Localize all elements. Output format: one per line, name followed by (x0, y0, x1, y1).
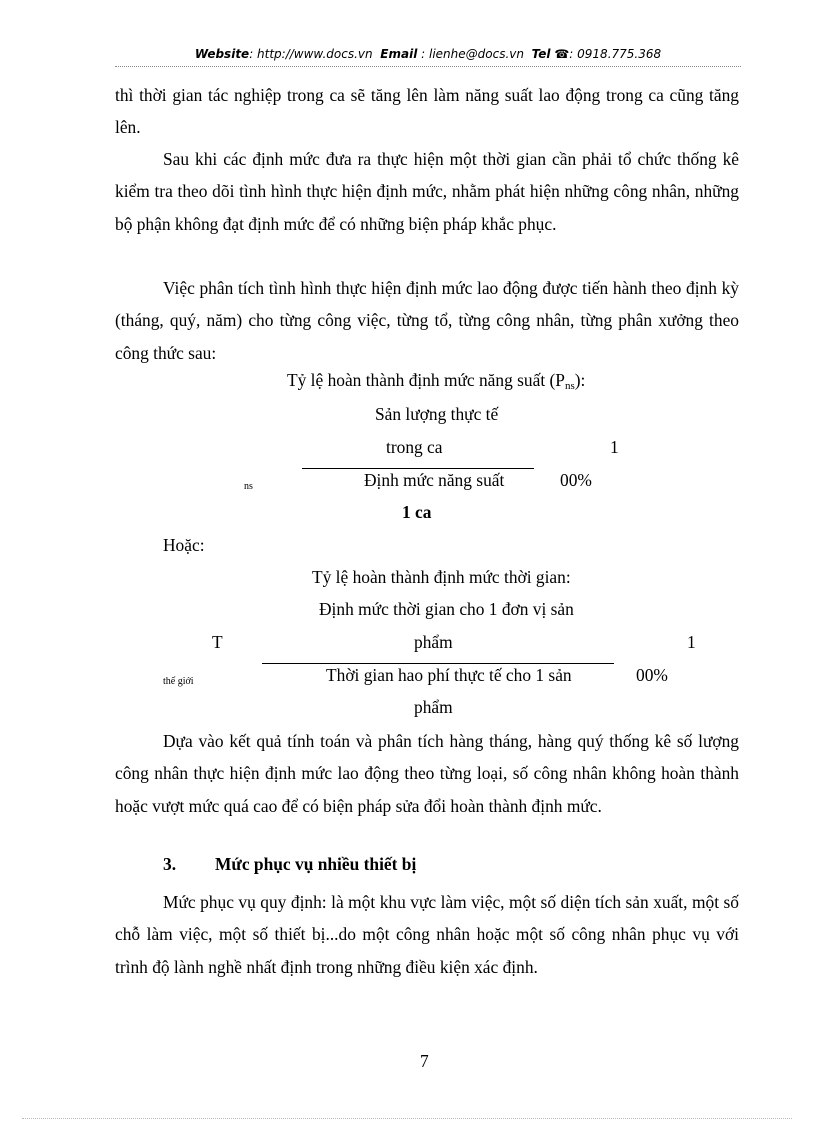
formula1-title-prefix: Tỷ lệ hoàn thành định mức năng suất (P (287, 370, 565, 390)
formula1-denominator-line2: 1 ca (402, 502, 432, 522)
formula1-fraction-bar (302, 468, 534, 469)
section-number: 3. (163, 854, 177, 874)
header-divider (115, 66, 741, 67)
formula2-denominator-line2: phẩm (414, 697, 453, 717)
formula2-fraction-bar (262, 663, 614, 664)
formula2-left-sub: thế giới (163, 676, 194, 687)
formula2-denominator-line1: Thời gian hao phí thực tế cho 1 sản (326, 665, 572, 685)
page-bottom-divider (22, 1118, 792, 1119)
paragraph-4: Dựa vào kết quả tính toán và phân tích hàng tháng, hàng quý thống kê số lượng công nhân thực hiện định mức lao động theo từng loại, số công nhân không hoàn thành hoặc vượt mức quá cao để có biện pháp sửa đổi hoàn thành định mức. (115, 731, 739, 816)
formula1-left-sub: ns (244, 481, 253, 492)
formula1-multiplier-top: 1 (610, 437, 619, 457)
email-value: : lienhe@docs.vn (421, 47, 524, 61)
tel-label: Tel (531, 47, 551, 61)
formula1-title-suffix: ): (574, 370, 586, 390)
paragraph-3: Việc phân tích tình hình thực hiện định mức lao động được tiến hành theo định kỳ (tháng, quý, năm) cho từng công việc, từng tổ, từng công nhân, từng phân xưởng theo công thức sau: (115, 278, 739, 363)
paragraph-2: Sau khi các định mức đưa ra thực hiện một thời gian cần phải tổ chức thống kê kiểm tra theo dõi tình hình thực hiện định mức, nhằm phát hiện những công nhân, những bộ phận không đạt định mức để có những biện pháp khắc phục. (115, 149, 739, 234)
page-header (115, 47, 741, 61)
formula2-multiplier-bottom: 00% (636, 665, 668, 685)
formula1-title-sub: ns (564, 380, 575, 392)
tel-value: : 0918.775.368 (569, 47, 662, 61)
formula2-numerator-line2: phẩm (414, 632, 453, 652)
website-value: : http://www.docs.vn (249, 47, 373, 61)
paragraph-1: thì thời gian tác nghiệp trong ca sẽ tăng lên làm năng suất lao động trong ca cũng tăng lên. (115, 85, 739, 138)
formula2-left-symbol: T (212, 632, 223, 652)
section-title: Mức phục vụ nhiều thiết bị (215, 854, 417, 874)
formula2-title: Tỷ lệ hoàn thành định mức thời gian: (312, 567, 571, 587)
formula1-numerator-line1: Sản lượng thực tế (375, 404, 499, 424)
formula2-multiplier-top: 1 (687, 632, 696, 652)
formula2-numerator-line1: Định mức thời gian cho 1 đơn vị sản (319, 599, 574, 619)
formula1-numerator-line2: trong ca (386, 437, 443, 457)
hoac-label: Hoặc: (163, 535, 205, 555)
phone-icon: ☎ (554, 47, 570, 61)
page-number: 7 (420, 1051, 429, 1071)
formula1-title (287, 370, 585, 392)
formula1-denominator-line1: Định mức năng suất (364, 470, 505, 490)
website-label: Website (194, 47, 250, 61)
paragraph-5: Mức phục vụ quy định: là một khu vực làm việc, một số diện tích sản xuất, một số chỗ làm việc, một số thiết bị...do một công nhân hoặc một số công nhân phục vụ với trình độ lành nghề nhất định trong những điều kiện xác định. (115, 892, 739, 977)
formula1-multiplier-bottom: 00% (560, 470, 592, 490)
email-label: Email (380, 47, 418, 61)
